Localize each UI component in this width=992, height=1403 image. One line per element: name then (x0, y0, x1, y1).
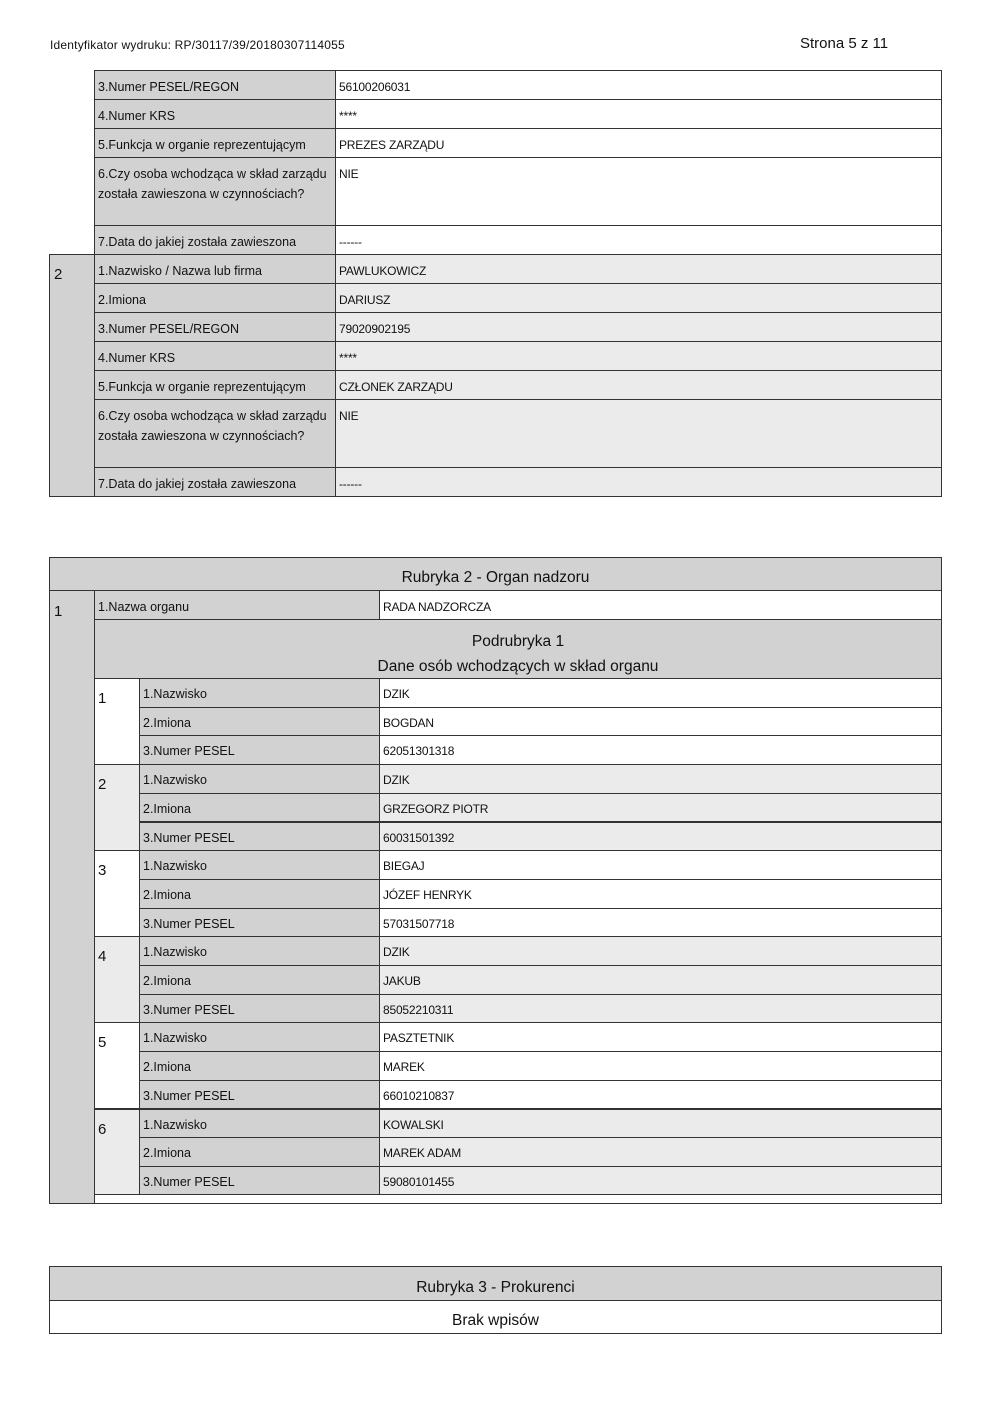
rubryka3-title: Rubryka 3 - Prokurenci (49, 1266, 942, 1301)
field-label: 1.Nazwisko / Nazwa lub firma (94, 254, 336, 284)
member-number: 4 (98, 948, 107, 966)
member-field-value: 59080101455 (379, 1166, 942, 1196)
field-label: 5.Funkcja w organie reprezentującym (94, 128, 336, 158)
subrubryka-title-line2: Dane osób wchodzących w skład organu (377, 658, 659, 675)
field-value: ------ (335, 467, 942, 497)
member-field-label: 2.Imiona (139, 879, 380, 909)
member-field-value: BIEGAJ (379, 850, 942, 880)
member-number: 6 (98, 1120, 107, 1138)
field-label: 2.Imiona (94, 283, 336, 313)
print-identifier: Identyfikator wydruku: RP/30117/39/20180307114055 (50, 38, 345, 52)
member-field-label: 1.Nazwisko (139, 678, 380, 708)
member-field-value: GRZEGORZ PIOTR (379, 793, 942, 823)
field-value: ------ (335, 225, 942, 255)
member-field-value: DZIK (379, 936, 942, 966)
member-field-label: 1.Nazwisko (139, 764, 380, 794)
member-field-value: BOGDAN (379, 707, 942, 737)
member-field-label: 1.Nazwisko (139, 1109, 380, 1139)
member-field-label: 3.Numer PESEL (139, 908, 380, 938)
member-field-value: JAKUB (379, 965, 942, 995)
member-field-label: 2.Imiona (139, 793, 380, 823)
member-field-label: 3.Numer PESEL (139, 994, 380, 1024)
member-field-value: DZIK (379, 678, 942, 708)
member-field-label: 3.Numer PESEL (139, 735, 380, 765)
subrubryka-title-line1: Podrubryka 1 (471, 633, 565, 650)
member-field-value: JÓZEF HENRYK (379, 879, 942, 909)
member-field-value: MAREK ADAM (379, 1137, 942, 1167)
member-field-label: 2.Imiona (139, 1051, 380, 1081)
member-field-label: 3.Numer PESEL (139, 1080, 380, 1110)
member-field-value: 66010210837 (379, 1080, 942, 1110)
member-field-value: PASZTETNIK (379, 1022, 942, 1052)
field-value: **** (335, 341, 942, 371)
member-number: 1 (98, 690, 107, 707)
member-field-label: 1.Nazwisko (139, 1022, 380, 1052)
member-field-label: 2.Imiona (139, 707, 380, 737)
field-label: 4.Numer KRS (94, 99, 336, 129)
member-field-value: MAREK (379, 1051, 942, 1081)
member-field-label: 2.Imiona (139, 1137, 380, 1167)
field-label: 4.Numer KRS (94, 341, 336, 371)
organ-name-value: RADA NADZORCZA (379, 590, 942, 620)
subrubryka-title (94, 619, 942, 679)
member-field-value: DZIK (379, 764, 942, 794)
member-field-label: 2.Imiona (139, 965, 380, 995)
field-value: PREZES ZARZĄDU (335, 128, 942, 158)
rubryka2-entry-strip (49, 590, 95, 1204)
member-field-value: 57031507718 (379, 908, 942, 938)
field-value: DARIUSZ (335, 283, 942, 313)
field-value: 79020902195 (335, 312, 942, 342)
organ-name-label: 1.Nazwa organu (94, 590, 380, 620)
field-label: 6.Czy osoba wchodząca w skład zarządu została zawieszona w czynnościach? (94, 399, 336, 468)
person-number: 2 (54, 266, 63, 283)
field-value: CZŁONEK ZARZĄDU (335, 370, 942, 400)
field-value: 56100206031 (335, 70, 942, 100)
field-label: 6.Czy osoba wchodząca w skład zarządu została zawieszona w czynnościach? (94, 157, 336, 226)
member-field-label: 1.Nazwisko (139, 850, 380, 880)
field-label: 3.Numer PESEL/REGON (94, 312, 336, 342)
rubryka2-bottom-row (94, 1194, 942, 1204)
member-number: 5 (98, 1034, 107, 1052)
person-number-strip (49, 254, 95, 497)
field-label: 3.Numer PESEL/REGON (94, 70, 336, 100)
field-label: 5.Funkcja w organie reprezentującym (94, 370, 336, 400)
member-field-value: 85052210311 (379, 994, 942, 1024)
member-field-value: 62051301318 (379, 735, 942, 765)
member-field-label: 3.Numer PESEL (139, 822, 380, 852)
field-value: **** (335, 99, 942, 129)
field-label: 7.Data do jakiej została zawieszona (94, 225, 336, 255)
field-value: NIE (335, 157, 942, 226)
page-number: Strona 5 z 11 (800, 35, 889, 52)
member-field-value: 60031501392 (379, 822, 942, 852)
rubryka2-title: Rubryka 2 - Organ nadzoru (49, 557, 942, 591)
member-field-label: 3.Numer PESEL (139, 1166, 380, 1196)
field-label: 7.Data do jakiej została zawieszona (94, 467, 336, 497)
member-field-value: KOWALSKI (379, 1109, 942, 1139)
rubryka3-empty: Brak wpisów (49, 1300, 942, 1334)
member-number: 2 (98, 776, 107, 794)
field-value: PAWLUKOWICZ (335, 254, 942, 284)
member-number: 3 (98, 862, 107, 880)
field-value: NIE (335, 399, 942, 468)
member-field-label: 1.Nazwisko (139, 936, 380, 966)
rubryka2-entry-number: 1 (54, 603, 63, 620)
